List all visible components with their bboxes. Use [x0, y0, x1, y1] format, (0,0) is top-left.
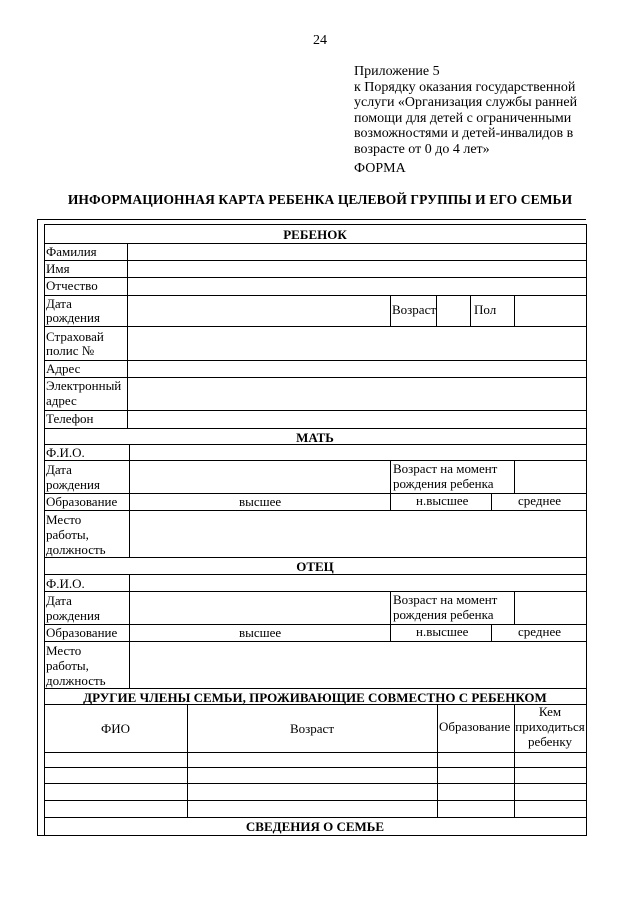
father-age-at-birth-label: Возраст на момент	[393, 592, 498, 607]
child-section-header: РЕБЕНОК	[283, 227, 347, 242]
appendix-line: помощи для детей с ограниченными	[354, 110, 572, 126]
mother-education-label: Образование	[46, 494, 118, 509]
father-section-header: ОТЕЦ	[296, 559, 334, 574]
child-email-label: Электронный	[46, 378, 122, 393]
child-insurance-label: Страховай	[46, 329, 104, 344]
mother-edu-higher-option: высшее	[239, 494, 282, 509]
appendix-line: Приложение 5	[354, 64, 440, 79]
others-col-age: Возраст	[289, 721, 335, 736]
father-age-at-birth-label: рождения ребенка	[393, 607, 494, 622]
father-birthdate-label: Дата	[46, 593, 72, 608]
child-sex-label: Пол	[474, 302, 497, 317]
others-col-relation: приходиться	[515, 719, 585, 734]
mother-birthdate-label: рождения	[46, 477, 100, 492]
father-fio-label: Ф.И.О.	[46, 576, 85, 591]
mother-fio-label: Ф.И.О.	[46, 445, 85, 460]
child-surname-label: Фамилия	[46, 244, 97, 259]
mother-age-at-birth-label: рождения ребенка	[393, 476, 494, 491]
others-col-education: Образование	[439, 719, 511, 734]
child-email-label: адрес	[46, 393, 77, 408]
child-insurance-label: полис №	[46, 343, 95, 358]
father-edu-higher-option: высшее	[239, 625, 282, 640]
child-birthdate-label: рождения	[46, 310, 100, 325]
mother-work-label: должность	[46, 542, 106, 557]
mother-work-label: Место	[46, 512, 82, 527]
father-education-label: Образование	[46, 625, 118, 640]
child-age-label: Возраст	[392, 302, 437, 317]
mother-edu-incomplete-option: н.высшее	[416, 493, 469, 508]
child-address-label: Адрес	[46, 361, 81, 376]
father-work-label: работы,	[46, 658, 89, 673]
child-phone-label: Телефон	[46, 411, 94, 426]
mother-age-at-birth-label: Возраст на момент	[393, 461, 498, 476]
mother-edu-secondary-option: среднее	[518, 493, 561, 508]
others-col-relation: ребенку	[527, 734, 573, 749]
appendix-line: возможностями и детей-инвалидов в	[354, 126, 574, 141]
others-col-relation: Кем	[538, 704, 562, 719]
mother-section-header: МАТЬ	[296, 430, 334, 445]
document-title: ИНФОРМАЦИОННАЯ КАРТА РЕБЕНКА ЦЕЛЕВОЙ ГРУППЫ И ЕГО СЕМЬИ	[67, 192, 573, 207]
father-birthdate-label: рождения	[46, 608, 100, 623]
father-edu-secondary-option: среднее	[518, 624, 561, 639]
child-birthdate-label: Дата	[46, 296, 72, 311]
child-name-label: Имя	[46, 261, 70, 276]
child-patronymic-label: Отчество	[46, 278, 98, 293]
appendix-line: к Порядку оказания государственной	[354, 79, 576, 95]
appendix-line: возрасте от 0 до 4 лет»	[354, 141, 490, 157]
father-edu-incomplete-option: н.высшее	[416, 624, 469, 639]
form-label: ФОРМА	[354, 161, 406, 176]
mother-birthdate-label: Дата	[46, 462, 72, 477]
father-work-label: Место	[46, 643, 82, 658]
other-members-section-header: ДРУГИЕ ЧЛЕНЫ СЕМЬИ, ПРОЖИВАЮЩИЕ СОВМЕСТНО С РЕБЕНКОМ	[83, 690, 547, 705]
others-col-fio: ФИО	[100, 721, 131, 736]
father-work-label: должность	[46, 673, 106, 688]
appendix-reference	[354, 64, 604, 157]
family-info-section-header: СВЕДЕНИЯ О СЕМЬЕ	[245, 819, 385, 834]
mother-work-label: работы,	[46, 527, 89, 542]
appendix-line: услуги «Организация службы ранней	[354, 95, 578, 110]
page-number: 24	[313, 33, 327, 48]
